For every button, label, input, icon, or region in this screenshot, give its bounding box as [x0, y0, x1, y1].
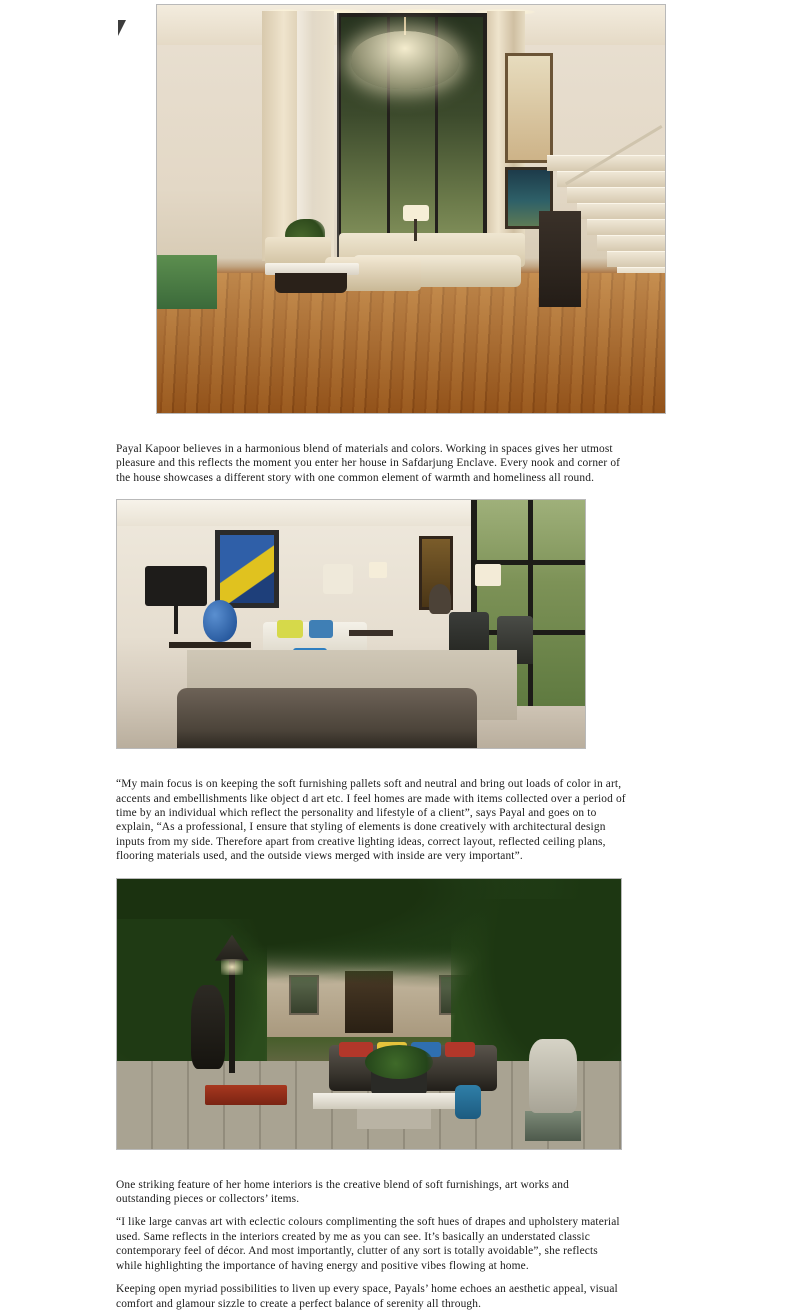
figure-double-height-living-room — [156, 4, 666, 414]
figure-2-illustration — [117, 500, 585, 748]
figure-garden-courtyard — [116, 878, 622, 1150]
paragraph-5: Keeping open myriad possibilities to liven up every space, Payals’ home echoes an aesthetic appeal, visual comfort and glamour sizzle to create a perfect balance of serenity all through. — [116, 1283, 618, 1310]
paragraph-4: “I like large canvas art with eclectic colours complimenting the soft hues of drapes and upholstery material used. Same reflects in the interiors created by me as you can see. It’s basically an understated classic contemporary feel of décor. And most importantly, clutter of any sort is totally avoidable”, she reflects while highlighting the importance of having energy and positive vibes flowing at home. — [116, 1216, 620, 1272]
paragraph-1: Payal Kapoor believes in a harmonious blend of materials and colors. Working in spaces gives her utmost pleasure and this reflects the moment you enter her house in Safdarjung Enclave. Every nook and corner of the house showcases a different story with one common element of warmth and homeliness all round. — [116, 443, 621, 484]
paragraph-3: One striking feature of her home interiors is the creative blend of soft furnishings, art works and outstanding pieces or collectors’ items. — [116, 1178, 569, 1206]
paragraph-2: “My main focus is on keeping the soft furnishing pallets soft and neutral and bring out loads of color in art, accents and embellishments like object d art etc. I feel homes are made with items collected over a period of time by an individual which reflect the personality and lifestyle of a client”, says Payal and goes on to explain, “As a professional, I ensure that styling of elements is done creatively with architectural design inputs from my side. Therefore apart from creative lighting ideas, correct layout, reflected ceiling plans, flooring materials used, and the outside views merged with inside are very important”. — [116, 778, 626, 863]
figure-lounge-with-blue-artwork — [116, 499, 586, 749]
figure-1-illustration — [157, 5, 665, 413]
figure-3-illustration — [117, 879, 621, 1149]
article-body — [116, 0, 626, 1311]
